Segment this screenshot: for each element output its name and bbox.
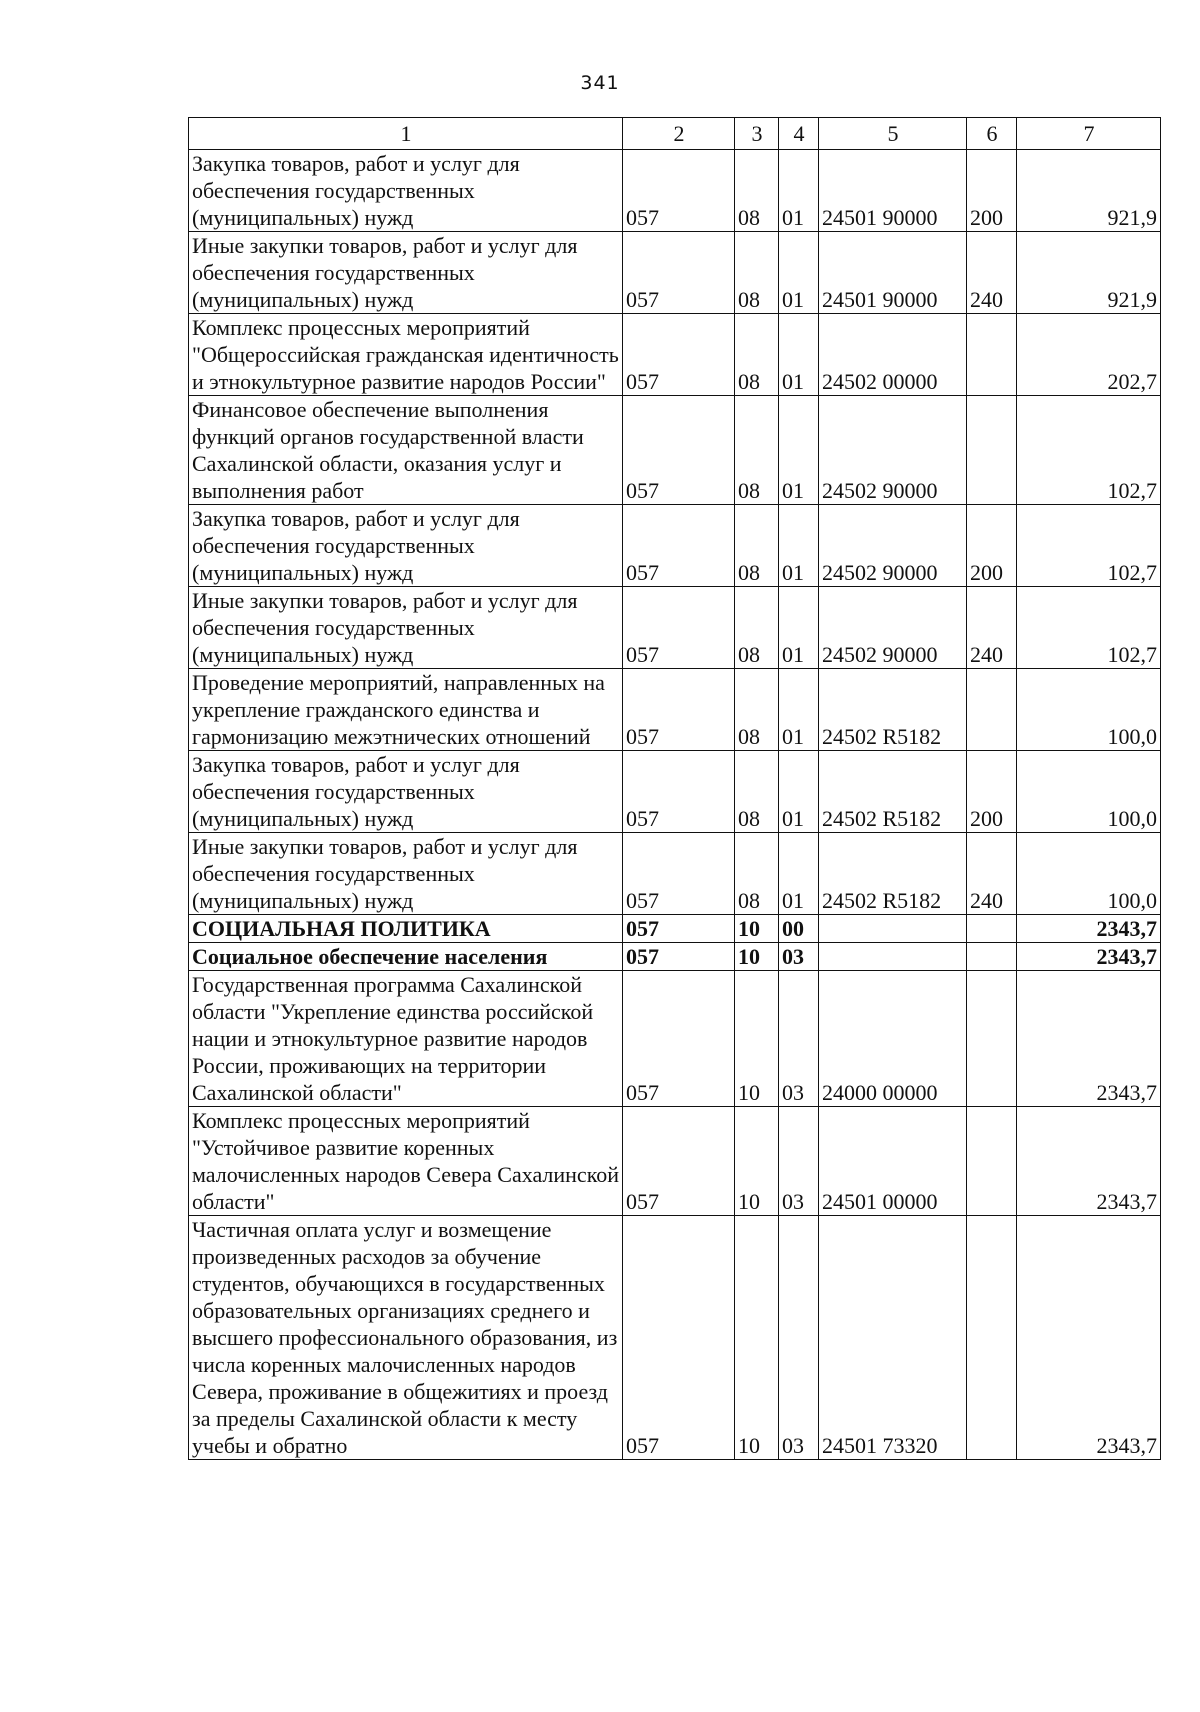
code-expense-type: 240 (967, 232, 1017, 314)
code-ministry: 057 (623, 1216, 735, 1460)
code-subsection: 01 (779, 669, 819, 751)
code-expense-type (967, 314, 1017, 396)
code-section: 10 (735, 1107, 779, 1216)
amount: 2343,7 (1017, 1216, 1161, 1460)
item-name: Иные закупки товаров, работ и услуг для обеспечения государственных (муниципальных) нужд (189, 232, 623, 314)
amount: 2343,7 (1017, 915, 1161, 943)
code-target: 24501 90000 (819, 150, 967, 232)
amount: 100,0 (1017, 751, 1161, 833)
code-target: 24502 00000 (819, 314, 967, 396)
item-name: Комплекс процессных мероприятий "Общероссийская гражданская идентичность и этнокультурное развитие народов России" (189, 314, 623, 396)
amount: 2343,7 (1017, 1107, 1161, 1216)
code-expense-type: 200 (967, 150, 1017, 232)
amount: 100,0 (1017, 833, 1161, 915)
code-section: 08 (735, 232, 779, 314)
table-row (189, 505, 1161, 587)
code-ministry: 057 (623, 505, 735, 587)
code-target (819, 915, 967, 943)
code-expense-type: 200 (967, 751, 1017, 833)
header-cell: 6 (967, 118, 1017, 150)
item-name: Закупка товаров, работ и услуг для обеспечения государственных (муниципальных) нужд (189, 505, 623, 587)
amount: 921,9 (1017, 232, 1161, 314)
item-name: Финансовое обеспечение выполнения функций органов государственной власти Сахалинской области, оказания услуг и выполнения работ (189, 396, 623, 505)
subsection-name: Социальное обеспечение населения (189, 943, 623, 971)
code-subsection: 01 (779, 396, 819, 505)
item-name: Проведение мероприятий, направленных на укрепление гражданского единства и гармонизацию межэтнических отношений (189, 669, 623, 751)
item-name: Закупка товаров, работ и услуг для обеспечения государственных (муниципальных) нужд (189, 751, 623, 833)
code-ministry: 057 (623, 314, 735, 396)
code-section: 10 (735, 971, 779, 1107)
code-expense-type (967, 1107, 1017, 1216)
code-target (819, 943, 967, 971)
code-expense-type (967, 1216, 1017, 1460)
code-section: 08 (735, 314, 779, 396)
code-section: 10 (735, 915, 779, 943)
table-row (189, 232, 1161, 314)
code-expense-type: 200 (967, 505, 1017, 587)
header-cell: 2 (623, 118, 735, 150)
code-subsection: 03 (779, 1107, 819, 1216)
code-target: 24502 R5182 (819, 833, 967, 915)
item-name: Иные закупки товаров, работ и услуг для обеспечения государственных (муниципальных) нужд (189, 587, 623, 669)
code-ministry: 057 (623, 833, 735, 915)
header-cell: 7 (1017, 118, 1161, 150)
code-expense-type (967, 669, 1017, 751)
item-name: Государственная программа Сахалинской области "Укрепление единства российской нации и этнокультурное развитие народов России, проживающих на территории Сахалинской области" (189, 971, 623, 1107)
code-subsection: 03 (779, 971, 819, 1107)
code-subsection: 01 (779, 751, 819, 833)
code-subsection: 01 (779, 314, 819, 396)
code-subsection: 00 (779, 915, 819, 943)
code-section: 08 (735, 396, 779, 505)
code-expense-type: 240 (967, 587, 1017, 669)
table-header-row (189, 118, 1161, 150)
amount: 100,0 (1017, 669, 1161, 751)
header-cell: 1 (189, 118, 623, 150)
code-ministry: 057 (623, 396, 735, 505)
code-subsection: 01 (779, 150, 819, 232)
code-ministry: 057 (623, 232, 735, 314)
code-expense-type (967, 915, 1017, 943)
table-row (189, 669, 1161, 751)
code-ministry: 057 (623, 943, 735, 971)
item-name: Комплекс процессных мероприятий "Устойчивое развитие коренных малочисленных народов Севера Сахалинской области" (189, 1107, 623, 1216)
code-subsection: 03 (779, 1216, 819, 1460)
code-expense-type (967, 396, 1017, 505)
section-row (189, 915, 1161, 943)
code-section: 08 (735, 751, 779, 833)
code-target: 24501 00000 (819, 1107, 967, 1216)
table-row (189, 1107, 1161, 1216)
code-section: 08 (735, 505, 779, 587)
header-cell: 3 (735, 118, 779, 150)
amount: 102,7 (1017, 587, 1161, 669)
section-name: СОЦИАЛЬНАЯ ПОЛИТИКА (189, 915, 623, 943)
code-ministry: 057 (623, 1107, 735, 1216)
table-row (189, 314, 1161, 396)
table-row (189, 833, 1161, 915)
code-target: 24502 90000 (819, 587, 967, 669)
code-subsection: 01 (779, 505, 819, 587)
page-number: 341 (580, 72, 620, 94)
amount: 2343,7 (1017, 971, 1161, 1107)
code-subsection: 03 (779, 943, 819, 971)
amount: 102,7 (1017, 505, 1161, 587)
amount: 202,7 (1017, 314, 1161, 396)
code-section: 08 (735, 587, 779, 669)
code-ministry: 057 (623, 669, 735, 751)
amount: 921,9 (1017, 150, 1161, 232)
budget-table (188, 117, 1161, 1460)
code-target: 24502 R5182 (819, 751, 967, 833)
table-row (189, 396, 1161, 505)
item-name: Закупка товаров, работ и услуг для обеспечения государственных (муниципальных) нужд (189, 150, 623, 232)
header-cell: 4 (779, 118, 819, 150)
code-target: 24501 73320 (819, 1216, 967, 1460)
item-name: Иные закупки товаров, работ и услуг для обеспечения государственных (муниципальных) нужд (189, 833, 623, 915)
code-section: 08 (735, 669, 779, 751)
code-section: 08 (735, 833, 779, 915)
code-target: 24000 00000 (819, 971, 967, 1107)
amount: 102,7 (1017, 396, 1161, 505)
table-row (189, 751, 1161, 833)
code-subsection: 01 (779, 833, 819, 915)
table-row (189, 1216, 1161, 1460)
amount: 2343,7 (1017, 943, 1161, 971)
code-subsection: 01 (779, 587, 819, 669)
table-row (189, 587, 1161, 669)
code-target: 24502 90000 (819, 396, 967, 505)
code-section: 10 (735, 1216, 779, 1460)
code-section: 10 (735, 943, 779, 971)
item-name: Частичная оплата услуг и возмещение произведенных расходов за обучение студентов, обучающихся в государственных образовательных организациях среднего и высшего профессионального образования, из числа коренных малочисленных народов Севера, проживание в общежитиях и проезд за пределы Сахалинской области к месту учебы и обратно (189, 1216, 623, 1460)
code-section: 08 (735, 150, 779, 232)
code-ministry: 057 (623, 751, 735, 833)
subsection-row (189, 943, 1161, 971)
code-target: 24502 90000 (819, 505, 967, 587)
code-ministry: 057 (623, 587, 735, 669)
code-ministry: 057 (623, 150, 735, 232)
code-expense-type (967, 943, 1017, 971)
code-ministry: 057 (623, 915, 735, 943)
table-row (189, 150, 1161, 232)
code-target: 24502 R5182 (819, 669, 967, 751)
table-row (189, 971, 1161, 1107)
code-ministry: 057 (623, 971, 735, 1107)
code-subsection: 01 (779, 232, 819, 314)
code-target: 24501 90000 (819, 232, 967, 314)
code-expense-type (967, 971, 1017, 1107)
header-cell: 5 (819, 118, 967, 150)
code-expense-type: 240 (967, 833, 1017, 915)
